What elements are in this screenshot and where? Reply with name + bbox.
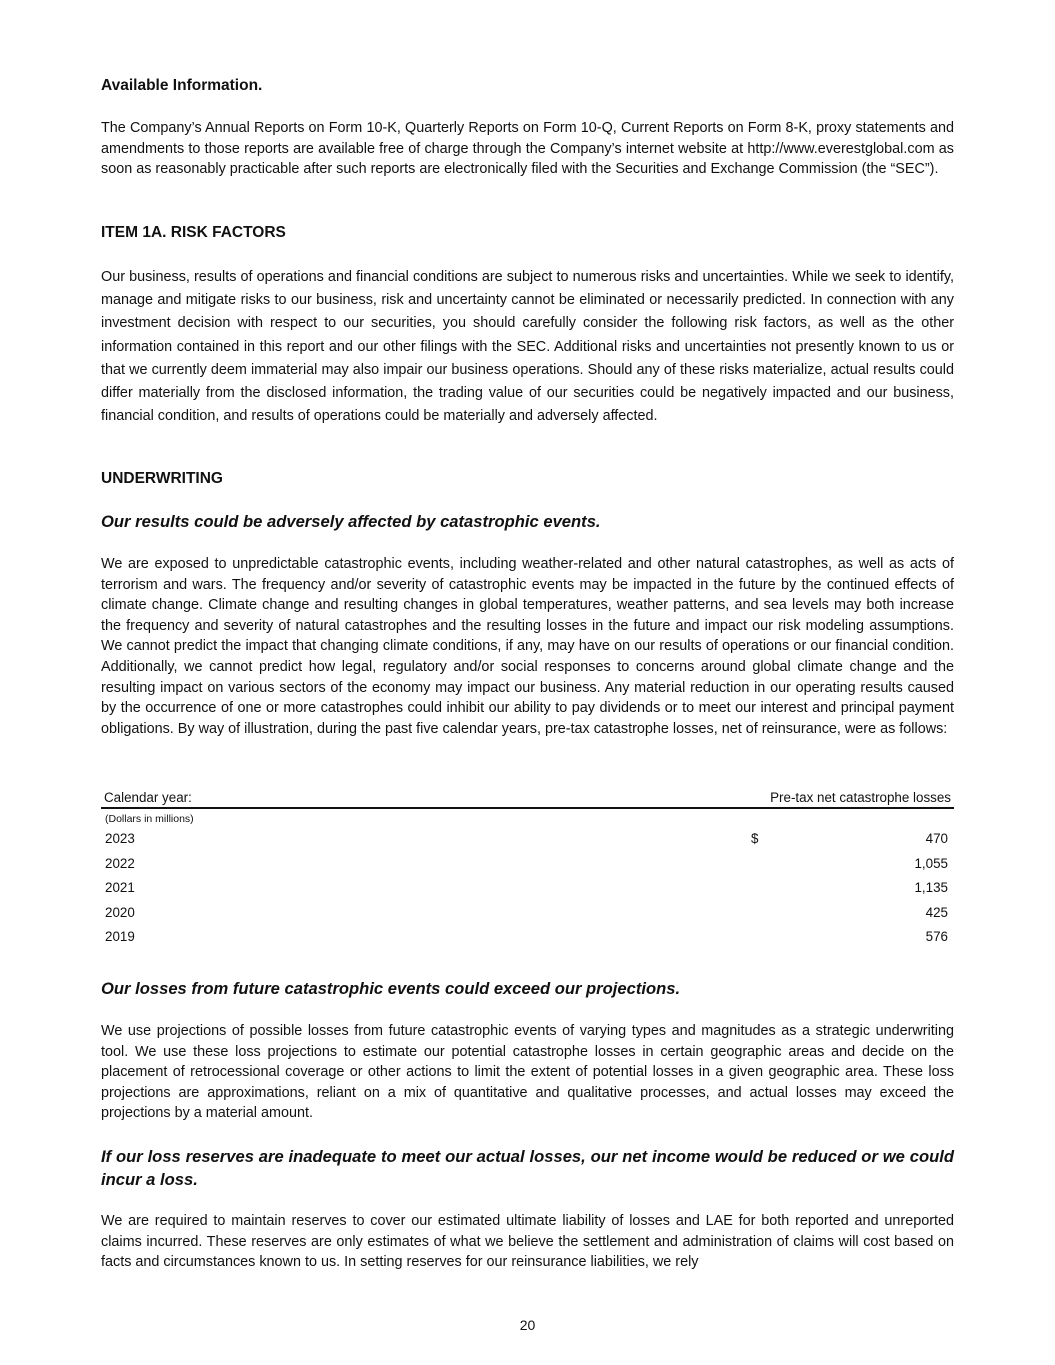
table-header <box>101 789 954 809</box>
risk-factors-paragraph: Our business, results of operations and financial conditions are subject to numerous risks and uncertainties. While we seek to identify, manage and mitigate risks to our business, risk and uncertainty cannot be eliminated or necessarily predicted. In connection with any investment decision with respect to our securities, you should carefully consider the following risk factors, as well as the other information contained in this report and our other filings with the SEC. Additional risks and uncertainties not presently known to us or that we currently deem immaterial may also impair our business operations. Should any of these risks materialize, actual results could differ materially from the disclosed information, the trading value of our securities could be negatively impacted and our business, financial condition, and results of operations could be materially and adversely affected. <box>101 269 954 425</box>
table-row <box>101 901 954 926</box>
page-number: 20 <box>519 1317 536 1333</box>
table-row <box>101 876 954 901</box>
row-value: 1,055 <box>914 855 948 871</box>
catastrophic-events-subheading: Our results could be adversely affected by catastrophic events. <box>101 512 601 531</box>
available-information-heading: Available Information. <box>101 77 263 94</box>
row-value: 576 <box>925 929 948 944</box>
row-year: 2023 <box>105 831 135 846</box>
projections-subheading: Our losses from future catastrophic events could exceed our projections. <box>101 979 681 998</box>
catastrophe-losses-table <box>101 789 954 950</box>
table-row <box>101 852 954 877</box>
row-year: 2021 <box>105 880 135 895</box>
table-row <box>101 827 954 852</box>
available-information-paragraph: The Company’s Annual Reports on Form 10-K, Quarterly Reports on Form 10-Q, Current Reports on Form 8-K, proxy statements and amendments to those reports are available free of charge through the Company’s internet website at http://www.everestglobal.com as soon as reasonably practicable after such reports are electronically filed with the Securities and Exchange Commission (the “SEC”). <box>101 120 954 178</box>
loss-reserves-subheading: If our loss reserves are inadequate to meet our actual losses, our net income would be reduced or we could incur a loss. <box>101 1147 954 1189</box>
table-units-note: (Dollars in millions) <box>105 813 194 825</box>
row-year: 2022 <box>105 855 135 871</box>
currency-symbol: $ <box>751 831 759 846</box>
row-year: 2019 <box>105 929 135 944</box>
column-header-year: Calendar year: <box>104 790 192 805</box>
table-row <box>101 925 954 950</box>
underwriting-heading: UNDERWRITING <box>101 470 223 487</box>
column-header-losses: Pre-tax net catastrophe losses <box>770 790 951 805</box>
row-year: 2020 <box>105 904 135 920</box>
loss-reserves-paragraph: We are required to maintain reserves to cover our estimated ultimate liability of losses and LAE for both reported and unreported claims incurred. These reserves are only estimates of what we believe the settlement and administration of claims will cost based on facts and circumstances known to us. In setting reserves for our reinsurance liabilities, we rely <box>101 1213 954 1271</box>
catastrophic-events-paragraph: We are exposed to unpredictable catastrophic events, including weather-related and other natural catastrophes, as well as acts of terrorism and wars. The frequency and/or severity of catastrophic events may be impacted in the future by the continued effects of climate change. Climate change and resulting changes in global temperatures, weather patterns, and sea levels may both increase the frequency and severity of natural catastrophes and the resulting losses in the future and impact our risk modeling assumptions. We cannot predict the impact that changing climate conditions, if any, may have on our results of operations or our financial condition. Additionally, we cannot predict how legal, regulatory and/or social responses to concerns around global climate change and the resulting impact on various sectors of the economy may impact our business. Any material reduction in our operating results caused by the occurrence of one or more catastrophes could inhibit our ability to pay dividends or to meet our interest and principal payment obligations. By way of illustration, during the past five calendar years, pre-tax catastrophe losses, net of reinsurance, were as follows: <box>101 556 954 737</box>
row-value: 1,135 <box>914 880 948 895</box>
projections-paragraph: We use projections of possible losses from future catastrophic events of varying types and magnitudes as a strategic underwriting tool. We use these loss projections to estimate our potential catastrophe losses in certain geographic areas and decide on the placement of retrocessional coverage or other actions to limit the extent of potential losses in a given geographic area. These loss projections are approximations, reliant on a mix of quantitative and qualitative processes, and actual losses may exceed the projections by a material amount. <box>101 1023 954 1122</box>
row-value: 425 <box>925 904 948 920</box>
row-value: 470 <box>925 831 948 846</box>
risk-factors-heading: ITEM 1A. RISK FACTORS <box>101 224 286 241</box>
